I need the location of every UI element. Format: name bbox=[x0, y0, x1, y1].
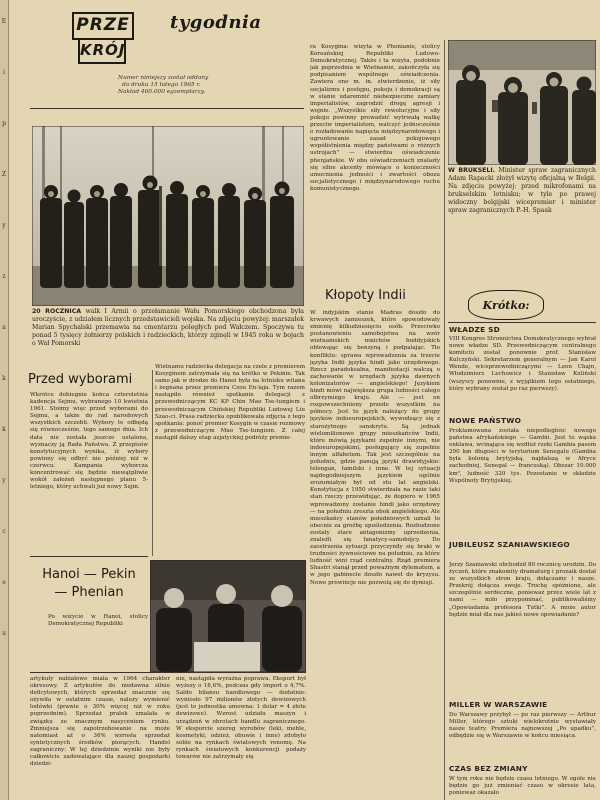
edge-letter: k bbox=[2, 426, 6, 433]
issue-note bbox=[118, 75, 308, 96]
edge-letter: Z bbox=[1, 171, 7, 178]
edge-letter: c bbox=[2, 528, 6, 535]
kosygin-column: ra Kosygina: wizyta w Phenianie, stolicy Koreańskiej Republiki Ludowo-Demokratycznej. Także i ta wizyta, podobnie jak poprzednia w Wietnamie, zakończyła się podpisaniem wspólnego oświadczenia. Zawiera ono m. in. stwierdzenie, iż siły socjalizmu i postępu, pokoju i demokracji są w stanie udaremnić niebezpieczne zamiary imperialistów, zagrodzić drogę agresji i wojnie. „Wszystkie siły rewolucyjne i siły pokoju powinny prowadzić wytrwałą walkę przeciw imperialistom, walczyć jednocześnie o rozładowanie napięcia międzynarodowego i ugruntowanie zasad pokojowego współistnienia między państwami o różnych ustrojach” — stwierdza oświadczenie phenjańskie. W obu oświadczeniach znalazły się silne akcenty mówiące o konieczności umocnienia jedności i zwartości obozu socjalistycznego i międzynarodowego ruchu komunistycznego. bbox=[310, 44, 440, 192]
hanoi-title-line-1: Hanoi — Pekin bbox=[42, 567, 136, 582]
bruksela-caption bbox=[448, 167, 596, 215]
hanoi-title bbox=[30, 566, 148, 602]
przekroj-logo bbox=[72, 12, 130, 64]
krotko-text-wladze: VIII Kongres Stronnictwa Demokratycznego wybrał nowe władze SD. Przewodniczącym centralnego komitetu został ponownie prof. Stanisław Kulczyński. Sekretarzem generalnym — Jan Karol Wende, wiceprzewodniczącymi — Leon Chajn, Włodzimierz Lechowicz i Stanisław Kuliński (wszyscy ponownie, z wyjątkiem tego ostatniego, który wybrany został po raz pierwszy). bbox=[449, 336, 596, 392]
edge-letter: e bbox=[2, 579, 6, 586]
rocznica-photo-image bbox=[32, 126, 304, 306]
krotko-heading-jubileusz: JUBILEUSZ SZANIAWSKIEGO bbox=[449, 540, 570, 549]
hanoi-top-rule bbox=[30, 556, 148, 557]
rocznica-caption bbox=[32, 308, 304, 348]
masthead-divider bbox=[30, 108, 304, 109]
przed-wyborami-title: Przed wyborami bbox=[28, 372, 133, 387]
bruksela-photo bbox=[448, 40, 596, 165]
bruksela-caption-lead: W BRUKSELI. bbox=[448, 167, 495, 174]
krotko-heading-czas: CZAS BEZ ZMIANY bbox=[449, 764, 528, 773]
krotko-heading-nowe-panstwo: NOWE PAŃSTWO bbox=[449, 416, 522, 425]
page-edge-strip bbox=[0, 0, 9, 800]
hanoi-intro: Po wizycie w Hanoi, stolicy Demokratycznej Republiki bbox=[48, 614, 148, 628]
issue-note-line: Nakład 460.000 egzemplarzy. bbox=[118, 89, 206, 95]
krotko-text-nowe-panstwo: Proklamowana została niepodległość nowego państwa afrykańskiego — Gambii. Jest to wąska enklawa, wcinająca się wzdłuż rzeki Gambia pasem 290 km długości w terytorium Senegalu (Gambia była kolonią brytyjską, najdalszą w Afryce zachodniej, Senegal — francuską). Obszar 10.000 km², ludność 320 tys. Pozostanie w składzie Wspólnoty Brytyjskiej. bbox=[449, 428, 596, 484]
klopoty-indii-title: Kłopoty Indii bbox=[325, 288, 406, 303]
edge-letter: p bbox=[2, 120, 6, 127]
edge-letter: y bbox=[2, 222, 6, 229]
krotko-logo bbox=[468, 290, 544, 320]
mao-kosygin-photo bbox=[150, 560, 306, 672]
rocznica-caption-text: walk I Armii o przełamanie Wału Pomorskiego obchodzona była uroczyście, z udziałem licznych przedstawicieli wojska. Na zdjęciu powyżej: marszałek Marian Spychalski przemawia na cmentarzu poległych pod Wałczem. Spoczywa tu ponad 5 tysięcy żołnierzy polskich i radzieckich, którzy zginęli w 1945 roku w bojach o Wał Pomorski bbox=[32, 308, 304, 347]
krotko-logo-text: Krótko: bbox=[482, 298, 530, 312]
edge-letter: u bbox=[2, 630, 6, 637]
przed-wyborami-text: Wkrótce dobiegnie końca czteroletnia kadencja Sejmu, wybranego 10 kwietnia 1961. Stoimy więc przed wyborami do Sejmu, a także do rad narodowych wszystkich szczebli. Wybory te odbędą się równocześnie, tego samego dnia. Ich data nie została jeszcze ustalona, wyznaczy ją Rada Państwa. Z przepisów konstytucyjnych wynika, iż wybory powinny się odbyć nie później niż w czerwcu. Kampania wyborcza koncentrować się będzie niewątpliwie wokół założeń następnego planu 5-letniego, który uchwali już nowy Sejm. bbox=[30, 392, 148, 491]
edge-letter: z bbox=[2, 273, 6, 280]
column-divider bbox=[444, 40, 445, 800]
klopoty-indii-text: W indyjskim stanie Madras doszło do krwawych zamieszek, które spowodowały zmienię kilkudziesięciu osób. Przeciwko postanowieniu samobójstwa na wzór wietnamskich mnichów buddyjskich oblewając się benzyną i podpalając. Tło konfliktu: sprawa wprowadzenia za trzecie języka Indii języka hindi jako urzędowego. Rzecz paradoksalna, manifestacji walczą o zachowanie w urzędach języka dawnych kolonizatorów — angielskiego! Językiem hindi mówi największa grupa ludności całego olbrzymiego kraju. Ale — jest on rozpowszechniony przede wszystkim na północy. Jest to język należący do grupy języków indoeuropejskich, wywodzący się z starożytnego sanskrytu. Są jednak wielomilionowe grupy mieszkańców Indii, które mówią językami zupełnie innymi, nie indoeuropejskimi, posługujący się zupełnie innym alfabetem. Tak jest szczególnie na południu, gdzie panują języki drawidyjskie: telengan, tamilski i inne. W tej sytuacji najdogodniejszym językiem ogólnie zrozumiałym był od stu lat angielski. Konstytucja z 1950 stwierdzała na razie taki stan rzeczy przewidując, że dopiero w 1965 wprowadzony zostanie hindi jako urzędowy — na południu zreszta obok angielskiego. Ale mieszkańcy stanów południowych uznali to obecnie za groźbę upośledzenia. Rozbudzone zostały stare antagonizmy uprzedzenia, znaleźli się fanatycy-samobójcy. Do zaostrzenia sytuacji przyczyniły się braki w trudności żywnościowe na południu, za które ludność wini rząd centralny. Rząd premiera Shastri stanął przed poważnym dylematem, a w jego gabinecie doszło nawet do kryzysu. Nowe prowincje nie pozwolą się do dymisji. bbox=[310, 310, 440, 586]
bruksela-caption-text: Minister spraw zagranicznych Adam Rapacki złożył wizytę oficjalną w Belgii. Na zdjęciu powyżej: przed mikrofonami na brukselskim lotnisku; w tyle po prawej widoczny belgijski wicepremier i minister spraw zagranicznych P.-H. Spaak bbox=[448, 167, 597, 214]
edge-letter: i bbox=[3, 69, 5, 76]
mao-kosygin-photo-image bbox=[150, 560, 306, 672]
delegacja-text: Wietnamu radziecka delegacja na czele z premierem Kosyginem zatrzymała się na krótko w Pekinie. Tak samo jak w drodze do Hanoi była na lotnisku witana i żegnana przez premiera Czou En-laja. Tym razem nastąpiło również spotkanie delegacji z przewodniczącym KC KP Chin Mao Tse-tungiem i przewodniczącym Chińskiej Republiki Ludowej Liu Szao-ci. Prasa radziecka opublikowała zdjęcia z tego spotkania: ponoć premier Kosygin w czasie rozmowy z przewodniczącym Mao Tse-tungiem. Z całej nastąpił dalszy etap azjatyckiej podróży premie- bbox=[155, 364, 305, 441]
krotko-text-czas: W tym roku nie będzie czasu letniego. W ogóle nie będzie go już zmieniać czasu w okresie lata, ponieważ okazało bbox=[449, 776, 596, 797]
krotko-heading-miller: MILLER W WARSZAWIE bbox=[449, 700, 548, 709]
tygodnia-title: tygodnia bbox=[170, 12, 262, 33]
issue-note-line: Numer niniejszy został oddany bbox=[118, 75, 209, 81]
bottom-divider bbox=[30, 672, 306, 673]
krotko-divider bbox=[448, 322, 596, 323]
handel-text-right: nie, nastąpiła wyraźna poprawa. Eksport był wyższy o 18,6%, podczas gdy import o 4,7%. Saldo bilansu handlowego — dodatnie: wyniosło 97 milionów złotych dewizowych (jest to jednostka umowna: 1 dolar = 4 złote dewizowe). Wzrost udziału maszyn i urządzeń w obrotach handlu zagranicznego. W eksporcie szereg wyrobów (leki, meble, kosmetyki, odzież, obuwie i inne) zdobyło sobie na rynkach światowych renomę. Na rynkach światowych konkurencji podaży towarów nie zatrzymały się bbox=[176, 676, 306, 761]
edge-letter: E bbox=[1, 18, 7, 25]
edge-letter: k bbox=[2, 375, 6, 382]
column-divider bbox=[152, 370, 153, 556]
issue-note-line: do druku 15 lutego 1965 r. bbox=[122, 82, 201, 88]
edge-letter: y bbox=[2, 477, 6, 484]
edge-letter: a bbox=[2, 324, 6, 331]
rocznica-photo bbox=[32, 126, 304, 306]
handel-text-left: artykuły nabiałowe miała w 1964 charakter okresowy. Z artykułów do niedawna silnie deficytowych, których sprzedaż znacznie się ożywiła w ostatnim czasie, należy wymienić lodówki (prawie o 30% więcej niż w roku poprzednim). Sprzedaż pralek zmalała w związku ze znacznym nasyceniem rynku. Zmniejsza się zapotrzebowanie na może natomiast aż o 36% wzrosła sprzedaż syntetycznych środków piorących. Handel zagraniczny: W tej dziedzinie wyniki nie były całkowicie zadowalające dla naszej gospodarki dziedzi- bbox=[30, 676, 170, 768]
logo-line-2: KRÓJ bbox=[78, 38, 126, 64]
krotko-text-miller: Do Warszawy przybył — po raz pierwszy — Arthur Miller, którego sztuki wielokrotnie wystawiały nasze teatry. Premiera najnowszej „Po upadku”, odbędzie się w Warszawie w końcu miesiąca. bbox=[449, 712, 596, 740]
edge-letters bbox=[0, 0, 8, 637]
hanoi-title-line-2: — Phenian bbox=[54, 585, 124, 600]
logo-line-1: PRZE bbox=[72, 12, 134, 40]
krotko-text-jubileusz: Jerzy Szaniawski obchodził 80 rocznicę urodzin. Do życzeń, które znakomity dramaturg i prozaik dostał ze wszystkich stron kraju, dołączamy i nasze. Przekrój dołącza swoje. Trochę spóźnione, ale szczególnie serdeczne, ponieważ przez wiele lat z nami — miło przypominać, publikowaliśmy „Opowiadania profesora Tutki”. A może autor będzie miał dla nas jakieś nowe opowiadanie? bbox=[449, 562, 596, 618]
bruksela-photo-image bbox=[448, 40, 596, 165]
krotko-heading-wladze: WŁADZE SD bbox=[449, 325, 500, 334]
rocznica-caption-lead: 20 ROCZNICA bbox=[32, 308, 82, 315]
